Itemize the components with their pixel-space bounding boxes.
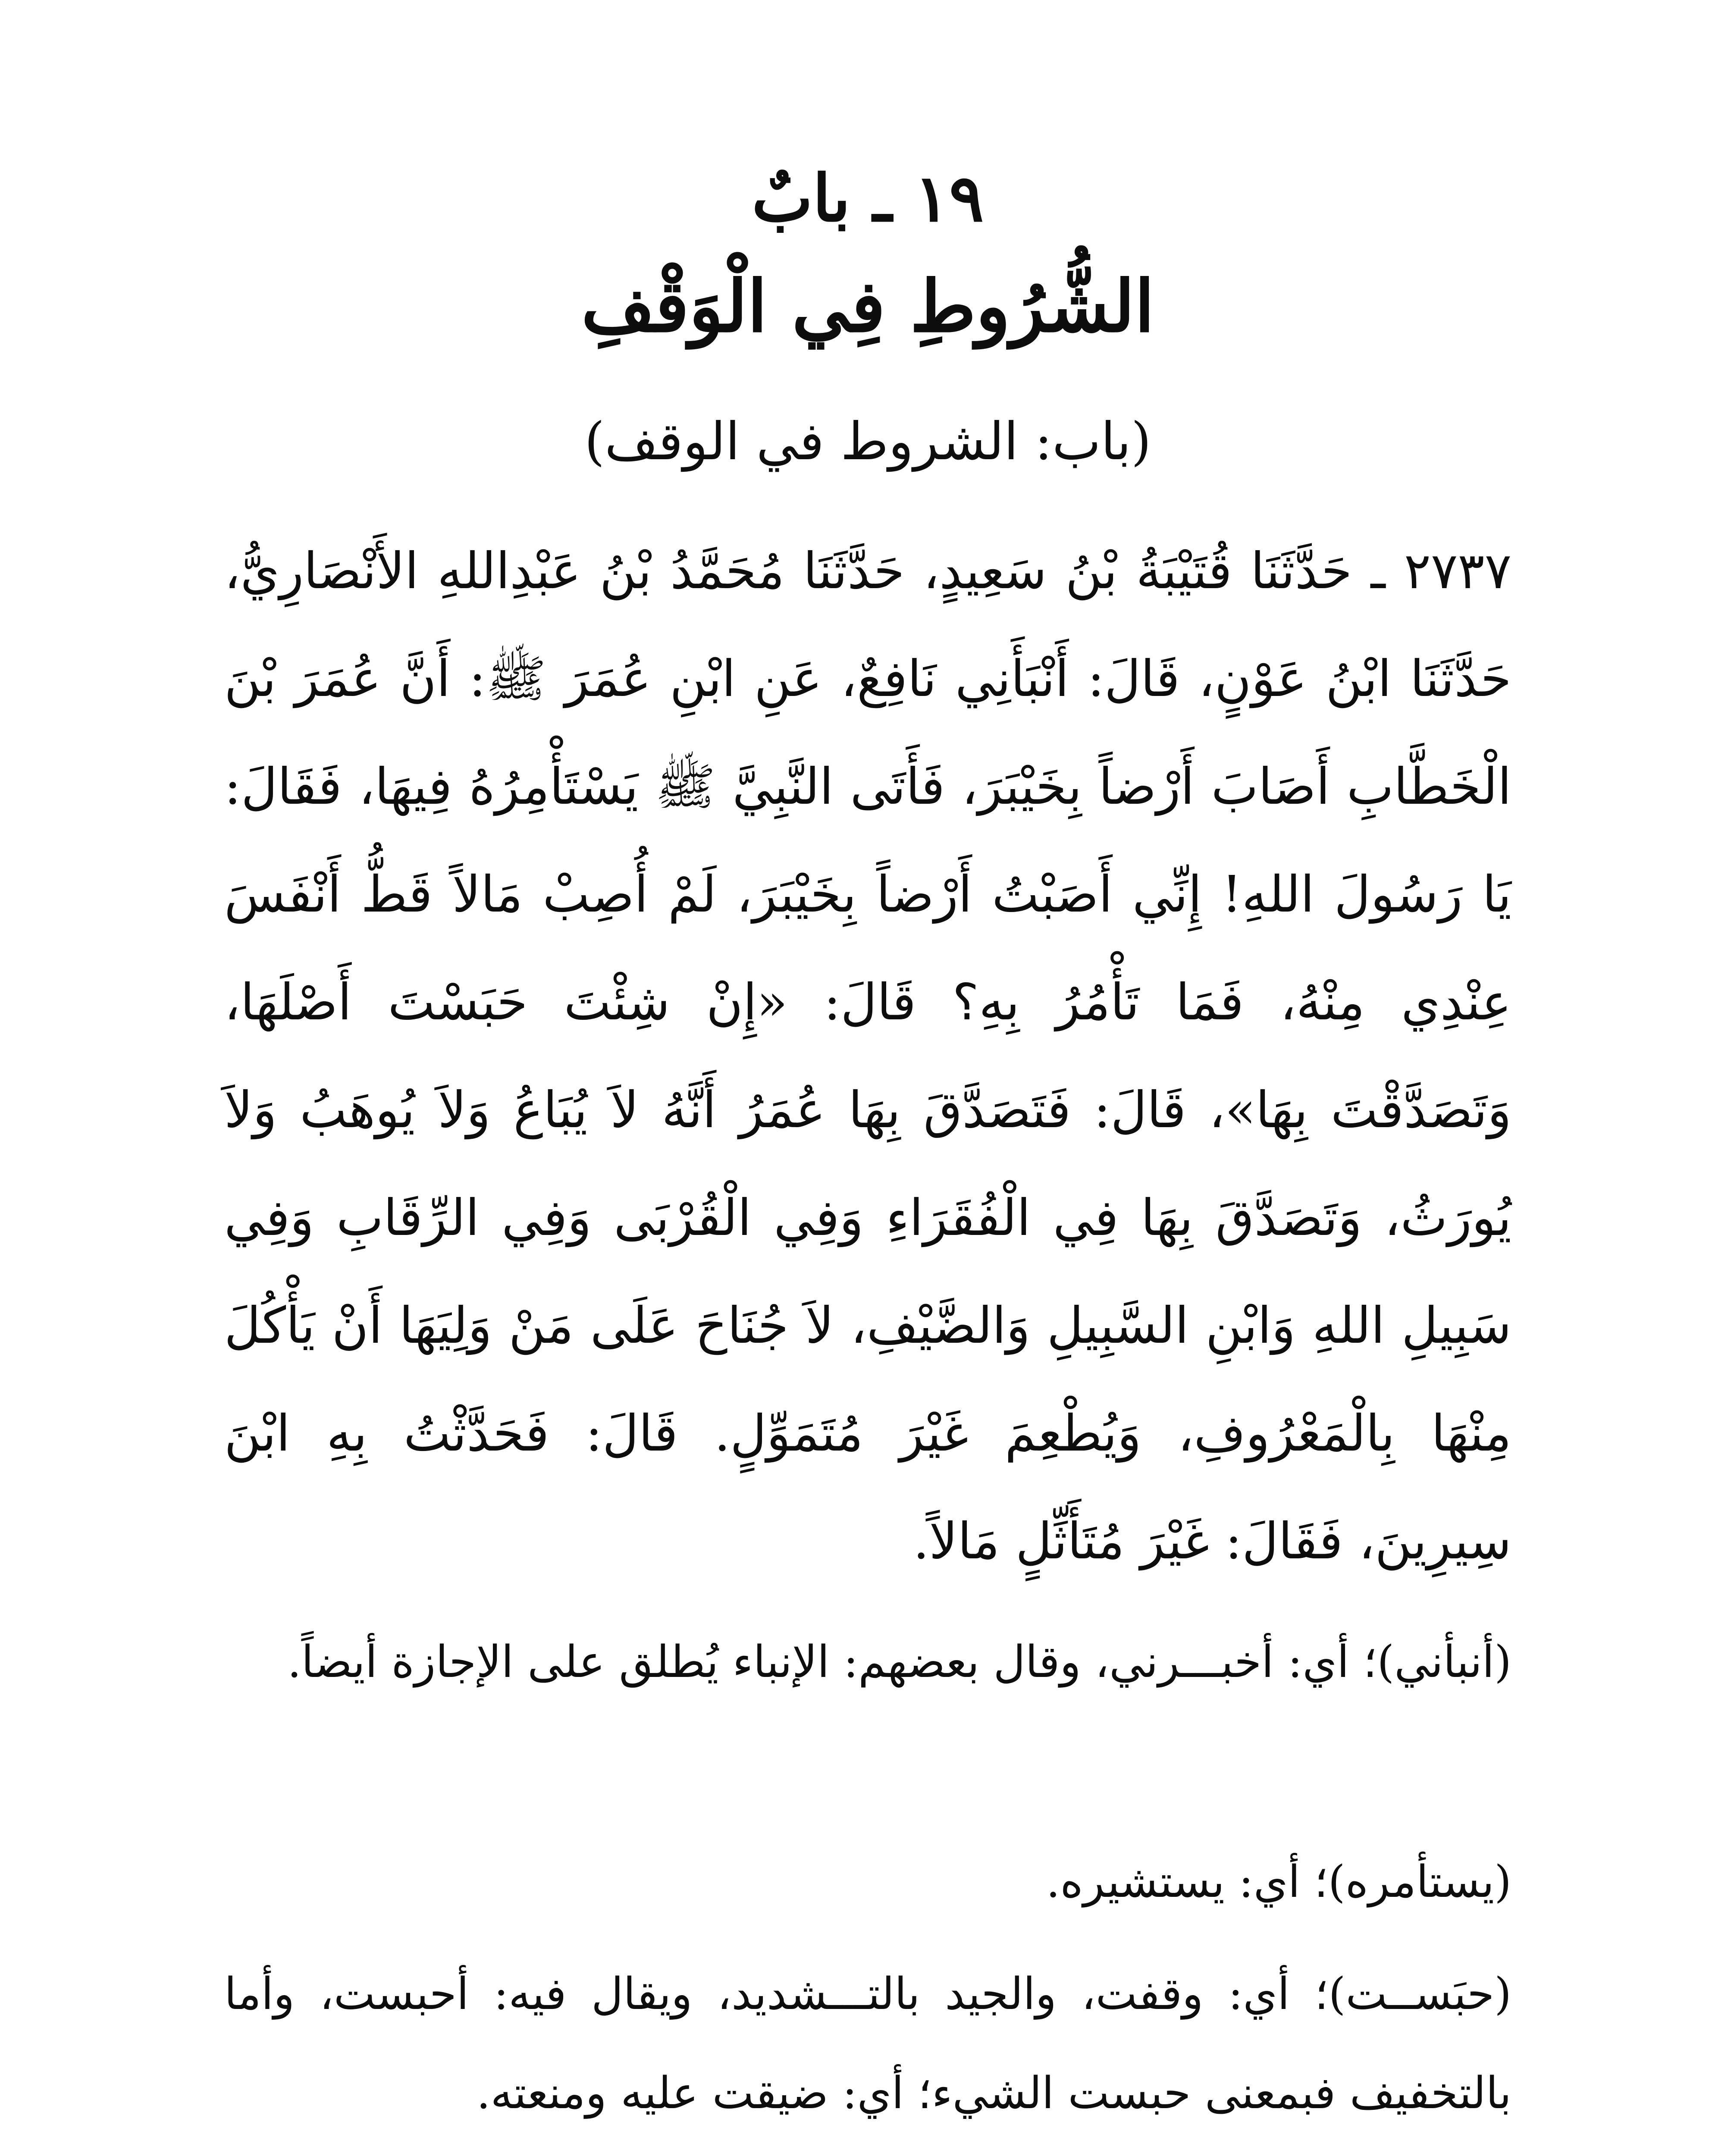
note-anbaani: (أنبأني)؛ أي: أخبـــرني، وقال بعضهم: الإنباء يُطلق على الإجازة أيضاً.: [287, 1636, 1511, 1688]
hadith-text: ٢٧٣٧ ـ حَدَّثَنَا قُتَيْبَةُ بْنُ سَعِيدٍ، حَدَّثَنَا مُحَمَّدُ بْنُ عَبْدِاللهِ الأَنْصَارِيُّ، حَدَّثَنَا ابْنُ عَوْنٍ، قَالَ: أَنْبَأَنِي نَافِعٌ، عَنِ ابْنِ عُمَرَ ﷺ: أَنَّ عُمَرَ بْنَ الْخَطَّابِ أَصَابَ أَرْضاً بِخَيْبَرَ، فَأَتَى النَّبِيَّ ﷺ يَسْتَأْمِرُهُ فِيهَا، فَقَالَ: يَا رَسُولَ اللهِ! إِنِّي أَصَبْتُ أَرْضاً بِخَيْبَرَ، لَمْ أُصِبْ مَالاً قَطُّ أَنْفَسَ عِنْدِي مِنْهُ، فَمَا تَأْمُرُ بِهِ؟ قَالَ: «إِنْ شِئْتَ حَبَسْتَ أَصْلَهَا، وَتَصَدَّقْتَ بِهَا»، قَالَ: فَتَصَدَّقَ بِهَا عُمَرُ أَنَّهُ لاَ يُبَاعُ وَلاَ يُوهَبُ وَلاَ يُورَثُ، وَتَصَدَّقَ بِهَا فِي الْفُقَرَاءِ وَفِي الْقُرْبَى وَفِي الرِّقَابِ وَفِي سَبِيلِ اللهِ وَابْنِ السَّبِيلِ وَالضَّيْفِ، لاَ جُنَاحَ عَلَى مَنْ وَلِيَهَا أَنْ يَأْكُلَ مِنْهَا بِالْمَعْرُوفِ، وَيُطْعِمَ غَيْرَ مُتَمَوِّلٍ. قَالَ: فَحَدَّثْتُ بِهِ ابْنَ سِيرِينَ، فَقَالَ: غَيْرَ مُتَأَثِّلٍ مَالاً.: [224, 542, 1511, 1570]
note-yastamiruhu: (يستأمره)؛ أي: يستشيره.: [1046, 1856, 1511, 1908]
chapter-number: ١٩ ـ بابٌ: [752, 160, 984, 236]
note-habasta: (حبَســت)؛ أي: وقفت، والجيد بالتـــشديد، ويقال فيه: أحبست، وأما بالتخفيف فبمعنى حبست الشيء؛ أي: ضيقت عليه ومنعته.: [224, 1968, 1511, 2119]
chapter-title: الشُّرُوطِ فِي الْوَقْفِ: [581, 264, 1154, 348]
section-heading: (باب: الشروط في الوقف): [584, 412, 1151, 472]
